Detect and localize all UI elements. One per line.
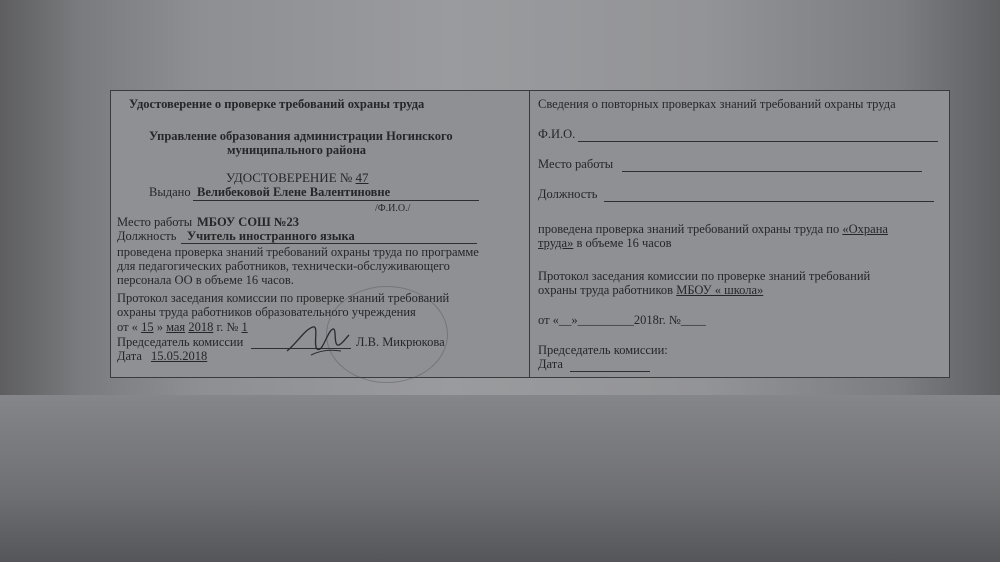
protocol-text-line2: охраны труда работников образовательного учреждения <box>117 305 416 319</box>
workplace-label: Место работы <box>538 157 614 171</box>
date-label: Дата <box>117 349 142 363</box>
month-separator: » <box>156 320 163 334</box>
protocol-day: 15 <box>141 320 154 334</box>
repeat-checks-section <box>530 91 949 377</box>
training-text-line3: персонала ОО в объеме 16 часов. <box>117 273 294 287</box>
position-label: Должность <box>117 229 177 243</box>
protocol-year: 2018 <box>188 320 214 334</box>
date-label: Дата <box>538 357 563 371</box>
signature-icon <box>283 321 353 359</box>
date-blank-line <box>570 371 650 372</box>
chair-label: Председатель комиссии: <box>538 343 668 357</box>
protocol-text-line2 <box>538 283 763 297</box>
position-underline <box>181 243 477 244</box>
certificate-document <box>110 90 950 378</box>
protocol-date-blank: от «__»_________2018г. №____ <box>538 313 706 327</box>
repeat-checks-title: Сведения о повторных проверках знаний требований охраны труда <box>538 97 896 111</box>
protocol-number: 1 <box>241 320 248 334</box>
date-value: 15.05.2018 <box>151 349 208 363</box>
training-hours: в объеме 16 часов <box>576 236 672 250</box>
issued-label: Выдано <box>149 185 191 199</box>
training-text-line2: для педагогических работников, технически-обслуживающего <box>117 259 450 273</box>
position-blank-line <box>604 201 934 202</box>
issued-to-underline <box>193 200 479 201</box>
protocol-date-line <box>117 320 248 334</box>
chair-name: Л.В. Микрюкова <box>356 335 445 349</box>
training-text-line1: проведена проверка знаний требований охраны труда по программе <box>117 245 479 259</box>
position-value: Учитель иностранного языка <box>187 229 355 243</box>
cert-number-label: УДОСТОВЕРЕНИЕ № <box>226 170 353 185</box>
issuing-organization-line2: муниципального района <box>227 143 367 157</box>
position-label: Должность <box>538 187 598 201</box>
certificate-front <box>111 91 530 377</box>
workplace-label: Место работы <box>117 215 193 229</box>
fio-blank-line <box>578 141 938 142</box>
training-text-line1 <box>538 222 888 236</box>
issued-to-name: Велибековой Елене Валентиновне <box>197 185 391 199</box>
fio-label: Ф.И.О. <box>538 127 576 141</box>
school-name: МБОУ « школа» <box>676 283 764 297</box>
protocol-text-line1: Протокол заседания комиссии по проверке знаний требований <box>538 269 871 283</box>
background-surface <box>0 395 1000 562</box>
workplace-value: МБОУ СОШ №23 <box>197 215 299 229</box>
fio-hint: /Ф.И.О./ <box>375 203 411 214</box>
year-suffix: г. № <box>216 320 239 334</box>
program-name-part2: труда» <box>538 236 574 250</box>
date-from-label: от « <box>117 320 138 334</box>
training-text-line2 <box>538 236 672 250</box>
issuing-organization: Управление образования администрации Ногинского <box>149 129 453 143</box>
protocol-month: мая <box>166 320 186 334</box>
program-name-part1: «Охрана <box>842 222 888 236</box>
training-text-part: проведена проверка знаний требований охраны труда по <box>538 222 840 236</box>
protocol-text-line1: Протокол заседания комиссии по проверке знаний требований <box>117 291 450 305</box>
chair-label: Председатель комиссии <box>117 335 244 349</box>
workplace-blank-line <box>622 171 922 172</box>
certificate-label <box>226 171 369 185</box>
certificate-title: Удостоверение о проверке требований охраны труда <box>129 97 425 111</box>
cert-number: 47 <box>355 170 369 185</box>
protocol-text-part: охраны труда работников <box>538 283 674 297</box>
